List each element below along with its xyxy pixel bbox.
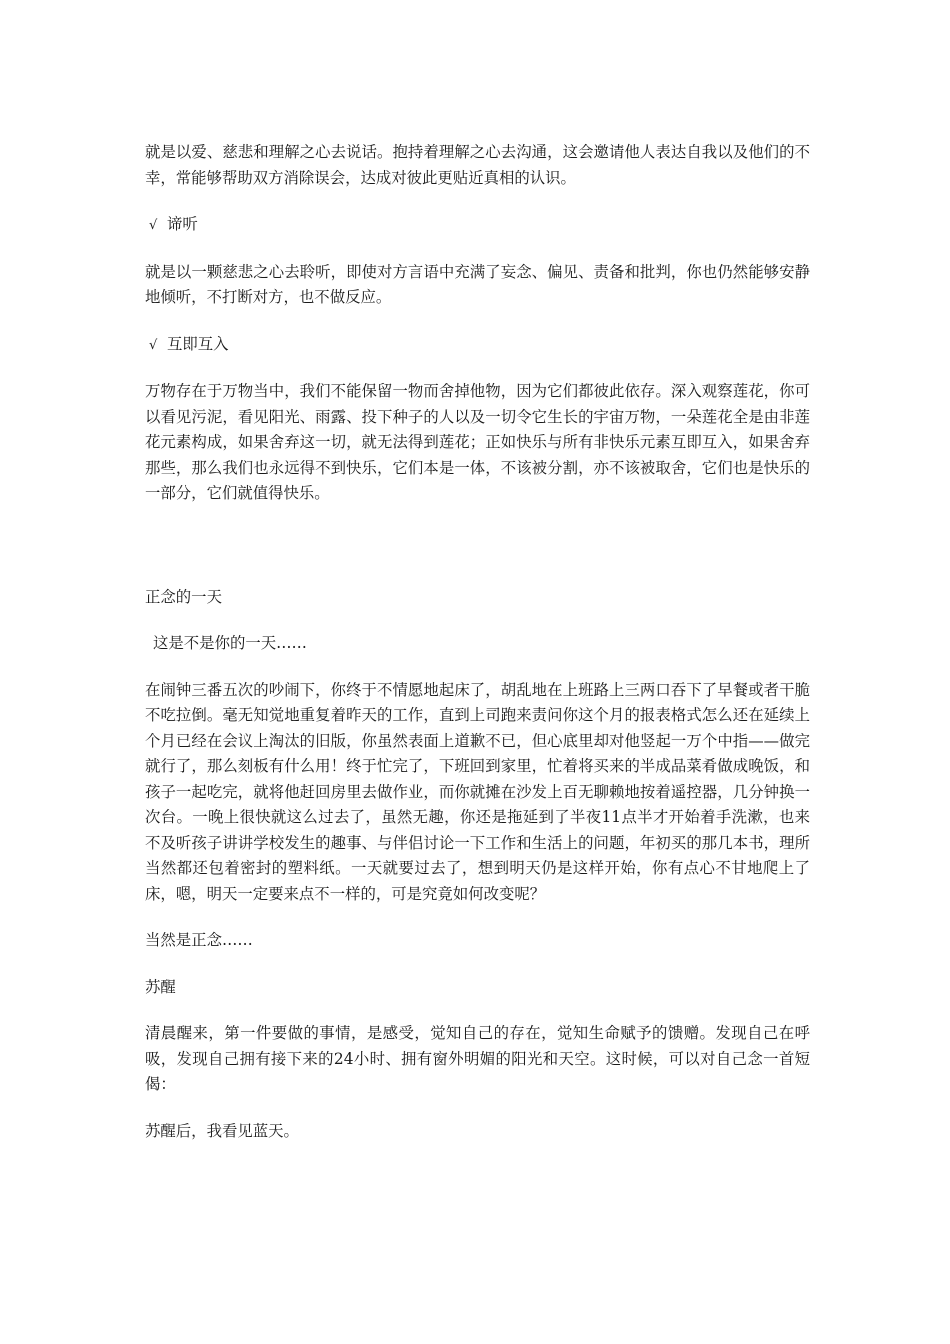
section-subtitle: 这是不是你的一天…… [153, 634, 307, 652]
paragraph-morning: 清晨醒来，第一件要做的事情，是感受，觉知自己的存在，觉知生命赋予的馈赠。发现自己在呼吸，发现自己拥有接下来的24小时、拥有窗外明媚的阳光和天空。这时候，可以对自己念一首短偈： [145, 1024, 810, 1093]
paragraph-loving-speech: 就是以爱、慈悲和理解之心去说话。抱持着理解之心去沟通，这会邀请他人表达自我以及他们的不幸，常能够帮助双方消除误会，达成对彼此更贴近真相的认识。 [145, 143, 810, 187]
heading-deep-listening [145, 212, 810, 239]
section-title: 正念的一天 [145, 587, 222, 606]
paragraph-verse: 苏醒后，我看见蓝天。 [145, 1121, 299, 1140]
paragraph-mindfulness: 当然是正念…… [145, 931, 253, 949]
heading-waking: 苏醒 [145, 977, 176, 996]
checkmark-icon: √ [149, 218, 158, 233]
heading-interbeing-label: 互即互入 [167, 334, 229, 353]
document-page [145, 140, 810, 1165]
checkmark-icon: √ [149, 337, 158, 353]
heading-deep-listening-label: 谛听 [167, 215, 198, 233]
heading-interbeing [145, 332, 810, 359]
paragraph-daily-routine: 在闹钟三番五次的吵闹下，你终于不情愿地起床了，胡乱地在上班路上三两口吞下了早餐或者干脆不吃拉倒。毫无知觉地重复着昨天的工作，直到上司跑来责问你这个月的报表格式怎么还在延续上个月已经在会议上淘汰的旧版，你虽然表面上道歉不已，但心底里却对他竖起一万个中指——做完就行了，那么刻板有什么用！终于忙完了，下班回到家里，忙着将买来的半成品菜肴做成晚饭，和孩子一起吃完，就将他赶回房里去做作业，而你就摊在沙发上百无聊赖地按着遥控器，几分钟换一次台。一晚上很快就这么过去了，虽然无趣，你还是拖延到了半夜11点半才开始着手洗漱，也来不及听孩子讲讲学校发生的趣事、与伴侣讨论一下工作和生活上的问题，年初买的那几本书，理所当然都还包着密封的塑料纸。一天就要过去了，想到明天仍是这样开始，你有点心不甘地爬上了床，嗯，明天一定要来点不一样的，可是究竟如何改变呢？ [145, 680, 810, 903]
paragraph-interbeing: 万物存在于万物当中，我们不能保留一物而舍掉他物，因为它们都彼此依存。深入观察莲花，你可以看见污泥，看见阳光、雨露、投下种子的人以及一切令它生长的宇宙万物，一朵莲花全是由非莲花元素构成，如果舍弃这一切，就无法得到莲花；正如快乐与所有非快乐元素互即互入，如果舍弃那些，那么我们也永远得不到快乐，它们本是一体，不该被分割，亦不该被取舍，它们也是快乐的一部分，它们就值得快乐。 [145, 382, 810, 502]
paragraph-deep-listening: 就是以一颗慈悲之心去聆听，即使对方言语中充满了妄念、偏见、责备和批判，你也仍然能够安静地倾听，不打断对方，也不做反应。 [145, 262, 810, 306]
spacer [145, 528, 810, 585]
